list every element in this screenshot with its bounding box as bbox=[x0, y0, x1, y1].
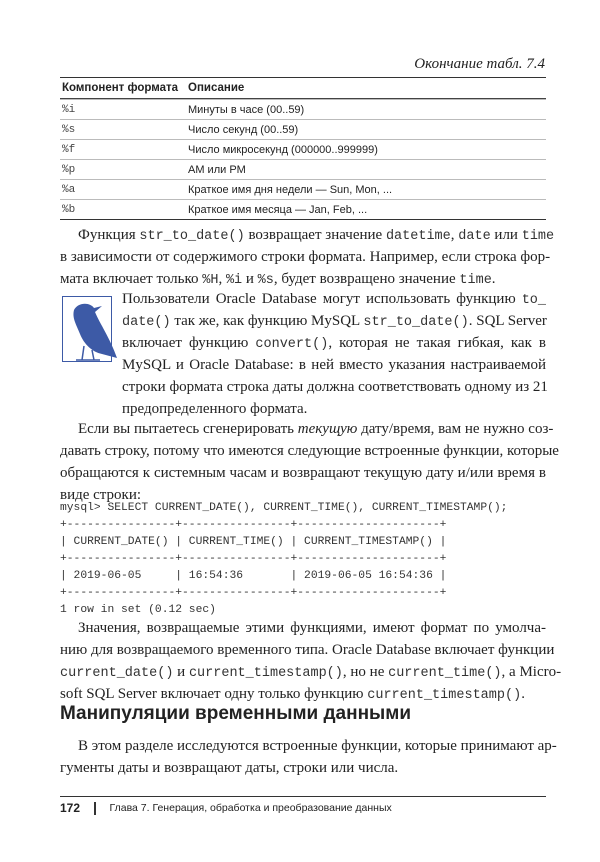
section-heading: Манипуляции временными данными bbox=[60, 703, 412, 724]
inline-code: current_time() bbox=[388, 666, 502, 681]
paragraph bbox=[60, 224, 555, 290]
text: , но не bbox=[342, 664, 389, 680]
text: гументы даты и возвращают даты, строки или числа. bbox=[60, 760, 399, 776]
text: и bbox=[173, 664, 189, 680]
text: , будет возвращено значение bbox=[273, 271, 460, 287]
page-footer bbox=[60, 796, 546, 815]
text: Функция bbox=[78, 227, 140, 243]
inline-code: time bbox=[459, 273, 492, 288]
inline-code: current_timestamp() bbox=[367, 688, 522, 703]
text: возвращает значение bbox=[244, 227, 386, 243]
table-row bbox=[60, 199, 546, 219]
format-description: Краткое имя дня недели — Sun, Mon, ... bbox=[188, 183, 393, 196]
format-code: %s bbox=[62, 123, 76, 136]
text: строки формата строка даты должна соответствовать одному из 21 bbox=[122, 379, 548, 395]
text-line bbox=[122, 310, 546, 332]
text-line bbox=[60, 246, 551, 268]
text-line bbox=[60, 462, 546, 484]
text: , bbox=[450, 227, 459, 243]
text-line bbox=[60, 440, 559, 462]
text: , а Micro- bbox=[501, 664, 562, 680]
inline-code: str_to_date() bbox=[139, 229, 245, 244]
text: MySQL и Oracle Database: в ней вместо указания настраиваемой bbox=[122, 357, 546, 373]
format-code: %p bbox=[62, 163, 76, 176]
text-line bbox=[60, 268, 546, 290]
text: Пользователи Oracle Database могут использовать функцию bbox=[122, 291, 522, 307]
text: . SQL Server bbox=[468, 313, 547, 329]
inline-code: %i bbox=[225, 273, 243, 288]
format-code: %b bbox=[62, 203, 76, 216]
text: давать строку, потому что имеются следующие встроенные функции, которые bbox=[60, 443, 559, 459]
page-number: 172 bbox=[60, 801, 81, 815]
format-description: Краткое имя месяца — Jan, Feb, ... bbox=[188, 203, 368, 216]
text-line bbox=[60, 224, 555, 246]
bird-note-icon bbox=[62, 296, 112, 362]
code-listing: mysql> SELECT CURRENT_DATE(), CURRENT_TIME(), CURRENT_TIMESTAMP(); +----------------+----------------+---------------------+ | CURRENT_DATE() | CURRENT_TIME() | CURRENT_TIMESTAMP() | +----------------+----------------+---------------------+ | 2019-06-05 | 16:54:36 | 2019-06-05 16:54:36 | +----------------+----------------+---------------------+ 1 row in set (0.12 sec) bbox=[60, 502, 508, 616]
inline-code: current_timestamp() bbox=[188, 666, 343, 681]
text: или bbox=[490, 227, 522, 243]
text-line bbox=[60, 418, 554, 440]
inline-code: to_ bbox=[521, 293, 546, 308]
format-description: Минуты в часе (00..59) bbox=[188, 103, 305, 116]
text: Значения, возвращаемые этими функциями, имеют формат по умолча- bbox=[78, 620, 546, 636]
text-line bbox=[60, 757, 546, 779]
inline-code: date bbox=[458, 229, 491, 244]
table-header bbox=[60, 78, 546, 99]
text-line bbox=[122, 288, 546, 310]
text: виде строки: bbox=[60, 487, 142, 503]
paragraph bbox=[60, 617, 562, 705]
text: дату/время, вам не нужно соз- bbox=[357, 421, 554, 437]
emphasis: текущую bbox=[297, 421, 358, 437]
text: В этом разделе исследуются встроенные функции, которые принимают ар- bbox=[78, 738, 557, 754]
table-row bbox=[60, 159, 546, 179]
text-line bbox=[122, 376, 546, 398]
inline-code: %H bbox=[202, 273, 219, 288]
paragraph bbox=[60, 418, 559, 506]
text: так же, как функцию MySQL bbox=[170, 313, 364, 329]
inline-code: time bbox=[521, 229, 555, 244]
column-header: Описание bbox=[188, 82, 245, 94]
text: включает функцию bbox=[122, 335, 256, 351]
inline-code: str_to_date() bbox=[363, 315, 469, 330]
text-line bbox=[60, 735, 557, 757]
format-code: %a bbox=[62, 183, 76, 196]
text-line bbox=[60, 683, 546, 705]
text: обращаются к системным часам и возвращают текущую дату и/или время в bbox=[60, 465, 546, 481]
text: . bbox=[521, 686, 525, 702]
table-caption: Окончание табл. 7.4 bbox=[414, 56, 545, 72]
text: , bbox=[218, 271, 226, 287]
column-header: Компонент формата bbox=[62, 82, 179, 94]
table-row bbox=[60, 99, 546, 119]
inline-code: current_date() bbox=[60, 666, 174, 681]
inline-code: date() bbox=[122, 315, 171, 330]
inline-code: convert() bbox=[255, 337, 329, 352]
format-code: %i bbox=[62, 103, 76, 116]
text-line bbox=[60, 617, 546, 639]
table-row bbox=[60, 119, 546, 139]
text: . bbox=[491, 271, 496, 287]
text: и bbox=[242, 271, 258, 287]
text: нию для возвращаемого временного типа. Oracle Database включает функции bbox=[60, 642, 555, 658]
text: предопределенного формата. bbox=[122, 401, 308, 417]
text: в зависимости от содержимого строки формата. Например, если строка фор- bbox=[60, 249, 551, 265]
footer-divider bbox=[94, 802, 96, 815]
format-table bbox=[60, 77, 546, 220]
text: мата включает только bbox=[60, 271, 203, 287]
format-description: Число секунд (00..59) bbox=[188, 123, 299, 136]
chapter-title: Глава 7. Генерация, обработка и преобразование данных bbox=[109, 802, 392, 814]
text-line bbox=[122, 354, 546, 376]
text: Если вы пытаетесь сгенерировать bbox=[78, 421, 298, 437]
text-line bbox=[60, 639, 555, 661]
text-line bbox=[60, 661, 562, 683]
inline-code: datetime bbox=[385, 229, 451, 244]
text-line bbox=[122, 398, 546, 420]
table-row bbox=[60, 179, 546, 199]
format-description: Число микросекунд (000000..999999) bbox=[188, 143, 378, 156]
inline-code: %s bbox=[257, 273, 274, 288]
text: soft SQL Server включает одну только функцию bbox=[60, 686, 368, 702]
paragraph bbox=[60, 735, 557, 779]
note-text bbox=[122, 288, 546, 420]
text: , которая не такая гибкая, как в bbox=[328, 335, 546, 351]
format-code: %f bbox=[62, 143, 76, 156]
text-line bbox=[122, 332, 546, 354]
format-description: AM или PM bbox=[188, 163, 246, 176]
table-row bbox=[60, 139, 546, 159]
